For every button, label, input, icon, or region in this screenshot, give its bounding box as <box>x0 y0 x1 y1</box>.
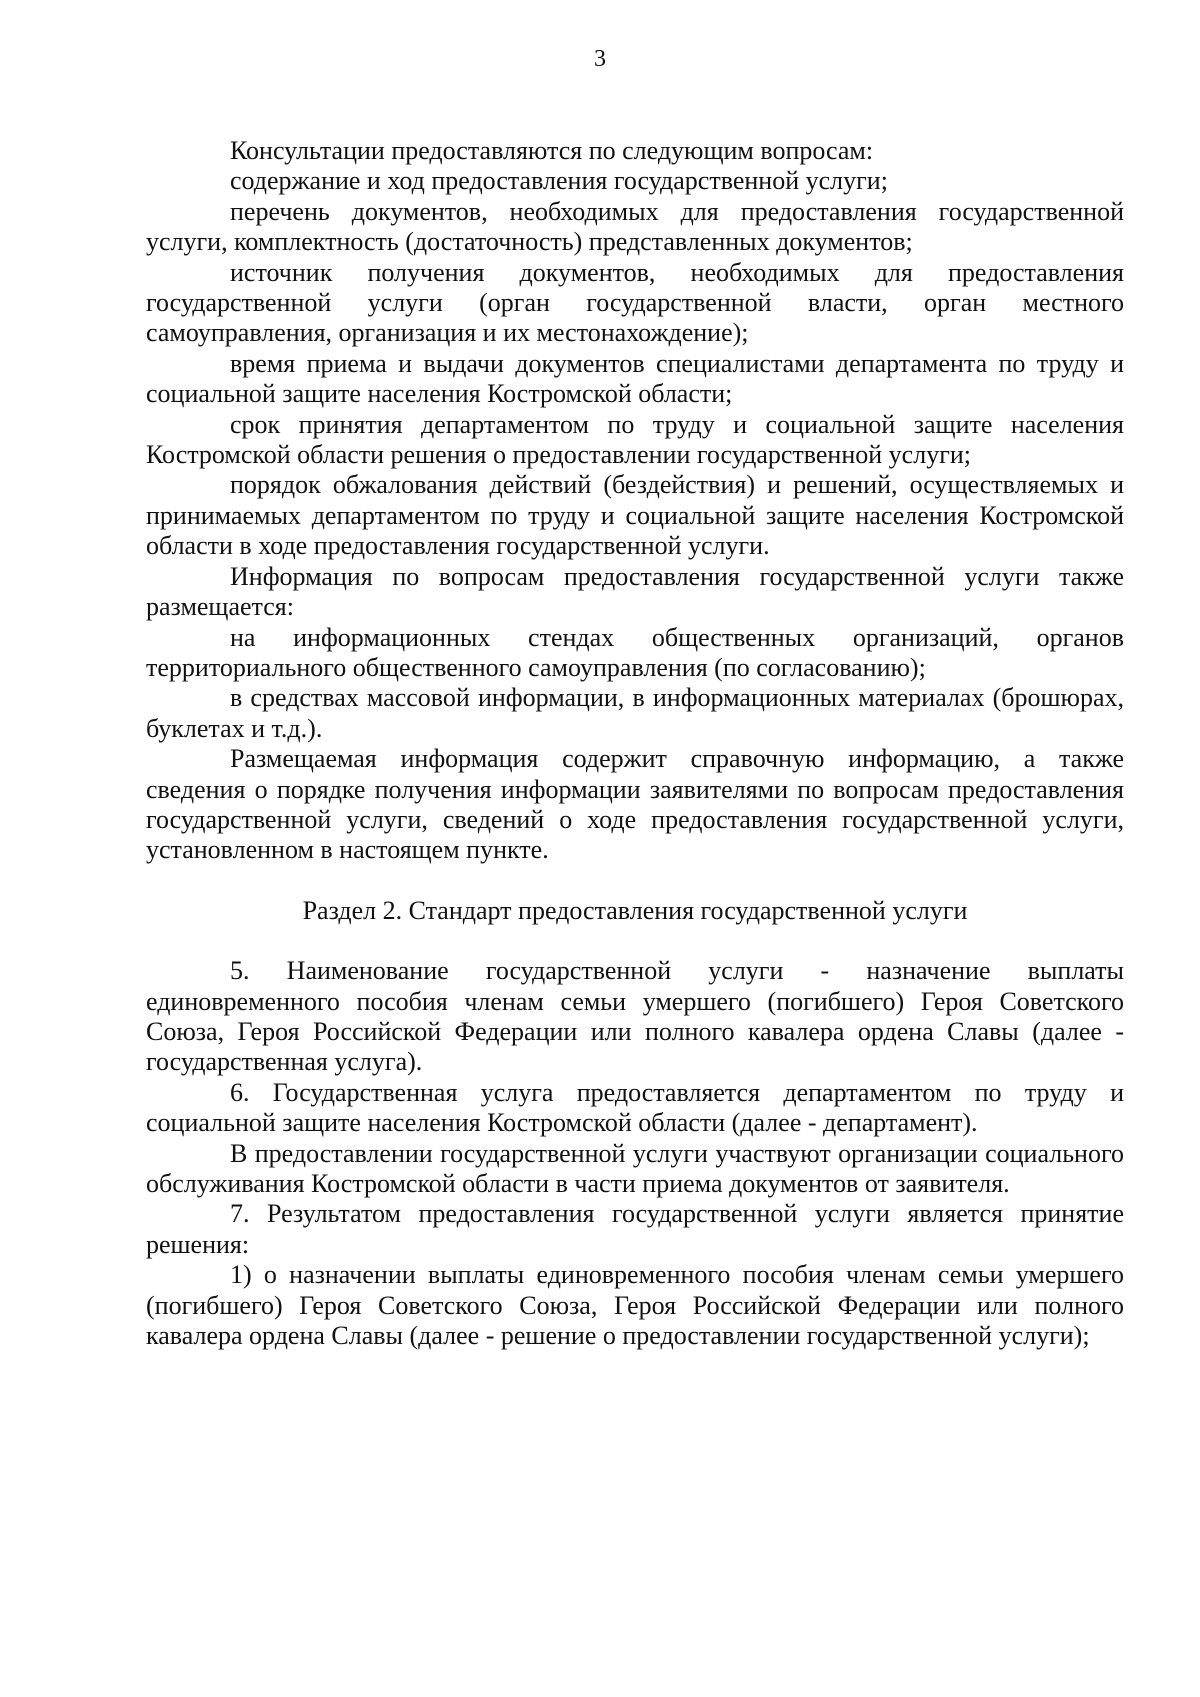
paragraph: 1) о назначении выплаты единовременного пособия членам семьи умершего (погибшего) Героя Советского Союза, Героя Российской Федерации или полного кавалера ордена Славы (далее - решение о предоставлении государственной услуги); <box>146 1260 1124 1351</box>
page-number: 3 <box>594 46 606 72</box>
paragraph: содержание и ход предоставления государственной услуги; <box>230 166 888 196</box>
paragraph: в средствах массовой информации, в информационных материалах (брошюрах, буклетах и т.д.). <box>146 683 1124 743</box>
section-heading: Раздел 2. Стандарт предоставления государственной услуги <box>302 895 968 925</box>
paragraph: 6. Государственная услуга предоставляется департаментом по труду и социальной защите населения Костромской области (далее - департамент). <box>146 1077 1124 1138</box>
paragraph: Консультации предоставляются по следующим вопросам: <box>230 136 874 165</box>
paragraph: В предоставлении государственной услуги участвуют организации социального обслуживания Костромской области в части приема документов от заявителя. <box>146 1138 1124 1198</box>
paragraph: 5. Наименование государственной услуги - назначение выплаты единовременного пособия членам семьи умершего (погибшего) Героя Советского Союза, Героя Российской Федерации или полного кавалера ордена Славы (далее - государственная услуга). <box>146 956 1124 1077</box>
document-body <box>146 136 1124 1351</box>
paragraph: перечень документов, необходимых для предоставления государственной услуги, комплектность (достаточность) представленных документов; <box>146 196 1124 257</box>
paragraph: на информационных стендах общественных организаций, органов территориального общественного самоуправления (по согласованию); <box>146 622 1124 682</box>
paragraph: источник получения документов, необходимых для предоставления государственной услуги (орган государственной власти, орган местного самоуправления, организация и их местонахождение); <box>146 257 1124 348</box>
paragraph: Размещаемая информация содержит справочную информацию, а также сведения о порядке получения информации заявителями по вопросам предоставления государственной услуги, сведений о ходе предоставления государственной услуги, установленном в настоящем пункте. <box>146 744 1124 865</box>
paragraph: порядок обжалования действий (бездействия) и решений, осуществляемых и принимаемых департаментом по труду и социальной защите населения Костромской области в ходе предоставления государственной услуги. <box>146 470 1124 561</box>
paragraph: срок принятия департаментом по труду и социальной защите населения Костромской области решения о предоставлении государственной услуги; <box>146 409 1124 470</box>
paragraph: время приема и выдачи документов специалистами департамента по труду и социальной защите населения Костромской области; <box>146 348 1124 409</box>
paragraph: 7. Результатом предоставления государственной услуги является принятие решения: <box>146 1199 1124 1259</box>
paragraph: Информация по вопросам предоставления государственной услуги также размещается: <box>146 561 1124 622</box>
